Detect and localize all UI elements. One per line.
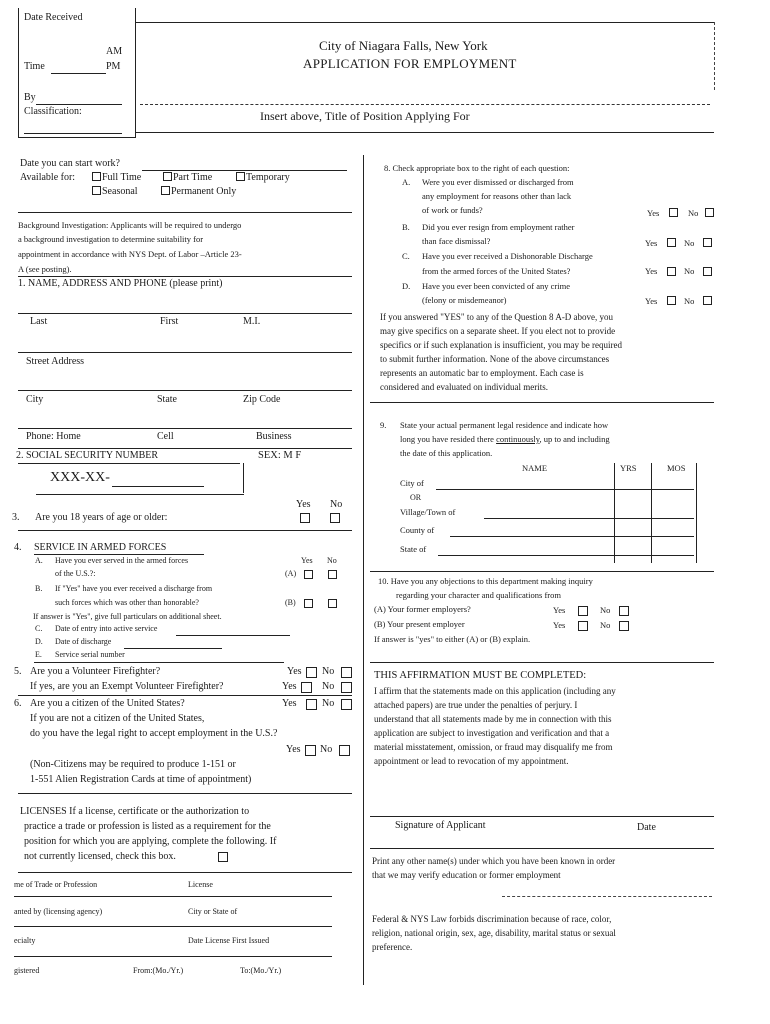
q10b-yes-label: Yes: [553, 620, 566, 630]
seasonal-checkbox[interactable]: [92, 186, 101, 195]
q8b-line2: than face dismissal?: [422, 236, 491, 246]
q9-number: 9.: [380, 420, 387, 430]
part-time-checkbox[interactable]: [163, 172, 172, 181]
by-label: By: [24, 92, 36, 103]
column-divider: [363, 155, 364, 985]
q8c-label: C.: [402, 251, 410, 261]
city-state-zip-field[interactable]: [18, 390, 352, 391]
q9-mos-header: MOS: [667, 463, 686, 473]
q4e-text: Service serial number: [55, 650, 125, 659]
q3-yes-header: Yes: [296, 499, 311, 510]
background-investigation-line4: A (see posting).: [18, 264, 72, 274]
city-state-of-label: City or State of: [188, 907, 238, 916]
q5-volunteer: Are you a Volunteer Firefighter?: [30, 666, 161, 677]
granted-by-field[interactable]: [14, 926, 332, 927]
q8-paragraph-line2: may give specifics on a separate sheet. If you elect not to provide: [380, 326, 616, 336]
law-line1: Federal & NYS Law forbids discrimination because of race, color,: [372, 914, 612, 924]
name-field[interactable]: [18, 313, 352, 314]
not-licensed-checkbox[interactable]: [218, 852, 228, 862]
q4b-label: B.: [35, 584, 43, 593]
affirmation-title: THIS AFFIRMATION MUST BE COMPLETED:: [374, 670, 587, 681]
q8-paragraph-line3: specifics or if such explanation is insufficient, you may be required: [380, 340, 623, 350]
start-work-label: Date you can start work?: [20, 158, 120, 169]
q4e-label: E.: [35, 650, 42, 659]
q8c-no-label: No: [684, 266, 695, 276]
q10b-text: (B) Your present employer: [374, 619, 465, 629]
q5-number: 5.: [14, 666, 22, 677]
q5a-yes-label: Yes: [287, 666, 302, 677]
q10b-no-label: No: [600, 620, 611, 630]
q10a-text: (A) Your former employers?: [374, 604, 471, 614]
time-field[interactable]: [51, 73, 106, 74]
first-name-label: First: [160, 316, 179, 327]
q6-non-citizens-line1: (Non-Citizens may be required to produce 1-151 or: [30, 759, 236, 770]
q10b-yes-checkbox[interactable]: [578, 621, 588, 631]
q4a-mark: (A): [285, 569, 297, 578]
q8d-label: D.: [402, 281, 411, 291]
background-investigation-line1: Background Investigation: Applicants will be required to undergo: [18, 220, 242, 230]
q5b-no-checkbox[interactable]: [341, 682, 352, 693]
q6a-no-label: No: [322, 698, 335, 709]
ssn-field[interactable]: XXX-XX-: [50, 470, 110, 485]
street-address-field[interactable]: [18, 352, 352, 353]
q6b-yes-label: Yes: [286, 744, 301, 755]
q4a-yes-checkbox[interactable]: [304, 570, 313, 579]
q8-paragraph-line4: to submit further information. None of the above circumstances: [380, 354, 610, 364]
q4c-text: Date of entry into active service: [55, 624, 158, 633]
trade-profession-label: me of Trade or Profession: [14, 880, 98, 889]
q10a-yes-label: Yes: [553, 605, 566, 615]
q6a-yes-label: Yes: [282, 698, 297, 709]
q9-city-field[interactable]: [436, 489, 694, 490]
q10a-no-checkbox[interactable]: [619, 606, 629, 616]
time-label: Time: [24, 61, 45, 72]
q8d-no-label: No: [684, 296, 695, 306]
q8c-line2: from the armed forces of the United States?: [422, 266, 571, 276]
licenses-line2: practice a trade or profession is listed as a requirement for the: [24, 821, 271, 832]
other-names-line1: Print any other name(s) under which you have been known in order: [372, 856, 616, 866]
q5a-no-label: No: [322, 666, 335, 677]
q4c-field[interactable]: [176, 635, 290, 636]
signature-field[interactable]: [370, 816, 714, 817]
q9-state-field[interactable]: [438, 555, 694, 556]
q6-not-citizen: If you are not a citizen of the United States,: [30, 713, 205, 724]
background-investigation-line2: a background investigation to determine suitability for: [18, 234, 204, 244]
q8a-yes-checkbox[interactable]: [669, 208, 678, 217]
q9-yrs-header: YRS: [620, 463, 637, 473]
q8b-yes-checkbox[interactable]: [667, 238, 676, 247]
zip-label: Zip Code: [243, 394, 281, 405]
to-label: To:(Mo./Yr.): [240, 966, 282, 975]
q8-paragraph-line6: considered and evaluated on individual merits.: [380, 382, 548, 392]
q10-line2: regarding your character and qualifications from: [396, 590, 561, 600]
q4a-label: A.: [35, 556, 43, 565]
q5b-yes-checkbox[interactable]: [301, 682, 312, 693]
specialty-field[interactable]: [14, 956, 332, 957]
temporary-option[interactable]: Temporary: [235, 172, 290, 183]
q8a-line2: any employment for reasons other than lack: [422, 191, 572, 201]
q9-village: Village/Town of: [400, 507, 456, 517]
q8b-label: B.: [402, 222, 410, 232]
q8a-line1: Were you ever dismissed or discharged from: [422, 177, 574, 187]
q6-citizen: Are you a citizen of the United States?: [30, 698, 185, 709]
q8a-yes-label: Yes: [647, 208, 660, 218]
classification-label: Classification:: [24, 106, 82, 117]
temporary-checkbox[interactable]: [236, 172, 245, 181]
q6b-no-label: No: [320, 744, 333, 755]
q8c-line1: Have you ever received a Dishonorable Discharge: [422, 251, 593, 261]
q8b-no-checkbox[interactable]: [703, 238, 712, 247]
permanent-only-checkbox[interactable]: [161, 186, 170, 195]
q4d-field[interactable]: [124, 648, 222, 649]
q8b-no-label: No: [684, 238, 695, 248]
q6-number: 6.: [14, 698, 22, 709]
start-work-field[interactable]: [142, 170, 347, 171]
q4b-yes-checkbox[interactable]: [304, 599, 313, 608]
q8-paragraph-line1: If you answered "YES" to any of the Question 8 A-D above, you: [380, 312, 614, 322]
specialty-label: ecialty: [14, 936, 36, 945]
q3-question: Are you 18 years of age or older:: [35, 512, 168, 523]
q9-line1: State your actual permanent legal residence and indicate how: [400, 420, 609, 430]
affirmation-line1: I affirm that the statements made on this application (including any: [374, 686, 616, 696]
pm-label: PM: [106, 61, 121, 72]
licenses-line4: not currently licensed, check this box.: [24, 851, 176, 862]
q8a-line3: of work or funds?: [422, 205, 483, 215]
q3-number: 3.: [12, 512, 20, 523]
q5-exempt: If yes, are you an Exempt Volunteer Firefighter?: [30, 681, 224, 692]
q3-yes-checkbox[interactable]: [300, 513, 310, 523]
business-label: Business: [256, 431, 292, 442]
q4-yes-header: Yes: [301, 556, 313, 565]
q10a-yes-checkbox[interactable]: [578, 606, 588, 616]
q9-state: State of: [400, 544, 427, 554]
position-title-field[interactable]: [140, 104, 710, 105]
q4-no-header: No: [327, 556, 337, 565]
q9-or: OR: [410, 493, 422, 502]
affirmation-line3: understand that all statements made by me in connection with this: [374, 714, 612, 724]
q5a-no-checkbox[interactable]: [341, 667, 352, 678]
date-first-issued-label: Date License First Issued: [188, 936, 270, 945]
q8-paragraph-line5: represents an automatic bar to employment. Each case is: [380, 368, 584, 378]
from-label: From:(Mo./Yr.): [133, 966, 184, 975]
licenses-line3: position for which you are applying, complete the following. If: [24, 836, 277, 847]
q10-line1: 10. Have you any objections to this department making inquiry: [378, 576, 593, 586]
q5b-no-label: No: [322, 681, 335, 692]
q8d-yes-checkbox[interactable]: [667, 296, 676, 305]
q9-county: County of: [400, 525, 435, 535]
position-title-caption: Insert above, Title of Position Applying For: [260, 109, 470, 123]
q6b-no-checkbox[interactable]: [339, 745, 350, 756]
street-address-label: Street Address: [26, 356, 85, 367]
q6b-yes-checkbox[interactable]: [305, 745, 316, 756]
q4a-line1: Have you ever served in the armed forces: [55, 556, 189, 565]
q9-continuously: continuously: [496, 434, 540, 444]
q9-name-header: NAME: [522, 463, 548, 473]
full-time-option[interactable]: Full Time: [91, 172, 141, 183]
q8c-no-checkbox[interactable]: [703, 267, 712, 276]
q4b-line1: If "Yes" have you ever received a discharge from: [55, 584, 213, 593]
classification-field[interactable]: [24, 133, 122, 134]
q9-line2a: long you have resided there: [400, 434, 497, 444]
q4-title: SERVICE IN ARMED FORCES: [34, 542, 167, 553]
other-names-field[interactable]: [502, 896, 712, 897]
q9-line3: the date of this application.: [400, 448, 493, 458]
q4b-no-checkbox[interactable]: [328, 599, 337, 608]
q9-line2c: , up to and including: [539, 434, 610, 444]
q10-explain: If answer is "yes" to either (A) or (B) explain.: [374, 634, 531, 644]
q4a-line2: of the U.S.?:: [55, 569, 96, 578]
q8a-no-label: No: [688, 208, 699, 218]
q6a-yes-checkbox[interactable]: [306, 699, 317, 710]
q8b-yes-label: Yes: [645, 238, 658, 248]
phone-field[interactable]: [18, 428, 352, 429]
q9-county-field[interactable]: [450, 536, 694, 537]
date-received-label: Date Received: [24, 12, 83, 23]
q8a-label: A.: [402, 177, 411, 187]
q8d-yes-label: Yes: [645, 296, 658, 306]
by-field[interactable]: [36, 104, 122, 105]
q6-non-citizens-line2: 1-551 Alien Registration Cards at time of appointment): [30, 774, 252, 785]
q8d-line2: (felony or misdemeanor): [422, 295, 507, 305]
q8-intro: 8. Check appropriate box to the right of each question:: [384, 163, 570, 173]
last-name-label: Last: [30, 316, 48, 327]
q5a-yes-checkbox[interactable]: [306, 667, 317, 678]
law-line3: preference.: [372, 942, 413, 952]
permanent-only-option[interactable]: Permanent Only: [160, 186, 236, 197]
part-time-option[interactable]: Part Time: [162, 172, 212, 183]
seasonal-option[interactable]: Seasonal: [91, 186, 138, 197]
mi-label: M.I.: [243, 316, 261, 327]
q2-title: 2. SOCIAL SECURITY NUMBER: [16, 450, 159, 461]
q8b-line1: Did you ever resign from employment rather: [422, 222, 575, 232]
granted-by-label: anted by (licensing agency): [14, 907, 103, 916]
q8d-line1: Have you ever been convicted of any crime: [422, 281, 570, 291]
q9-line2: [400, 434, 610, 444]
q4-number: 4.: [14, 542, 22, 553]
q3-no-header: No: [330, 499, 343, 510]
q8d-no-checkbox[interactable]: [703, 296, 712, 305]
q4b-line2: such forces which was other than honorable?: [55, 598, 199, 607]
phone-home-label: Phone: Home: [26, 431, 81, 442]
q4b-mark: (B): [285, 598, 296, 607]
q6-legal-right: do you have the legal right to accept employment in the U.S.?: [30, 728, 278, 739]
background-investigation-line3: appointment in accordance with NYS Dept. of Labor –Article 23-: [18, 249, 242, 259]
other-names-line2: that we may verify education or former employment: [372, 870, 561, 880]
law-line2: religion, national origin, sex, age, disability, marital status or sexual: [372, 928, 616, 938]
q4d-text: Date of discharge: [55, 637, 112, 646]
q9-city-of: City of: [400, 478, 424, 488]
available-for-label: Available for:: [20, 172, 76, 183]
affirmation-line4: application are subject to investigation and verification and that a: [374, 728, 610, 738]
q10a-no-label: No: [600, 605, 611, 615]
q6a-no-checkbox[interactable]: [341, 699, 352, 710]
q4d-label: D.: [35, 637, 43, 646]
license-label: License: [188, 880, 213, 889]
q4c-label: C.: [35, 624, 43, 633]
am-label: AM: [106, 46, 123, 57]
city-label: City: [26, 394, 44, 405]
q9-village-field[interactable]: [484, 518, 694, 519]
q8c-yes-label: Yes: [645, 266, 658, 276]
registered-label: gistered: [14, 966, 40, 975]
q8c-yes-checkbox[interactable]: [667, 267, 676, 276]
licenses-line1: LICENSES If a license, certificate or the authorization to: [20, 806, 250, 817]
full-time-checkbox[interactable]: [92, 172, 101, 181]
affirmation-line6: appointment or lead to revocation of my appointment.: [374, 756, 569, 766]
signature-label: Signature of Applicant: [395, 820, 486, 831]
q5b-yes-label: Yes: [282, 681, 297, 692]
affirmation-line5: material misstatement, omission, or fraud may disqualify me from: [374, 742, 613, 752]
q10b-no-checkbox[interactable]: [619, 621, 629, 631]
affirmation-line2: attached papers) are true under the penalties of perjury. I: [374, 700, 578, 710]
sex-label: SEX: M F: [258, 450, 302, 461]
application-title: APPLICATION FOR EMPLOYMENT: [303, 56, 517, 71]
q8a-no-checkbox[interactable]: [705, 208, 714, 217]
q4e-field[interactable]: [34, 662, 284, 663]
q4a-no-checkbox[interactable]: [328, 570, 337, 579]
signature-date-label: Date: [637, 822, 656, 833]
trade-license-field[interactable]: [14, 896, 332, 897]
state-label: State: [157, 394, 177, 405]
cell-label: Cell: [157, 431, 174, 442]
city-title: City of Niagara Falls, New York: [319, 38, 488, 53]
q4-note: If answer is "Yes", give full particulars on additional sheet.: [33, 612, 222, 621]
q3-no-checkbox[interactable]: [330, 513, 340, 523]
q1-title: 1. NAME, ADDRESS AND PHONE (please print): [18, 278, 223, 289]
